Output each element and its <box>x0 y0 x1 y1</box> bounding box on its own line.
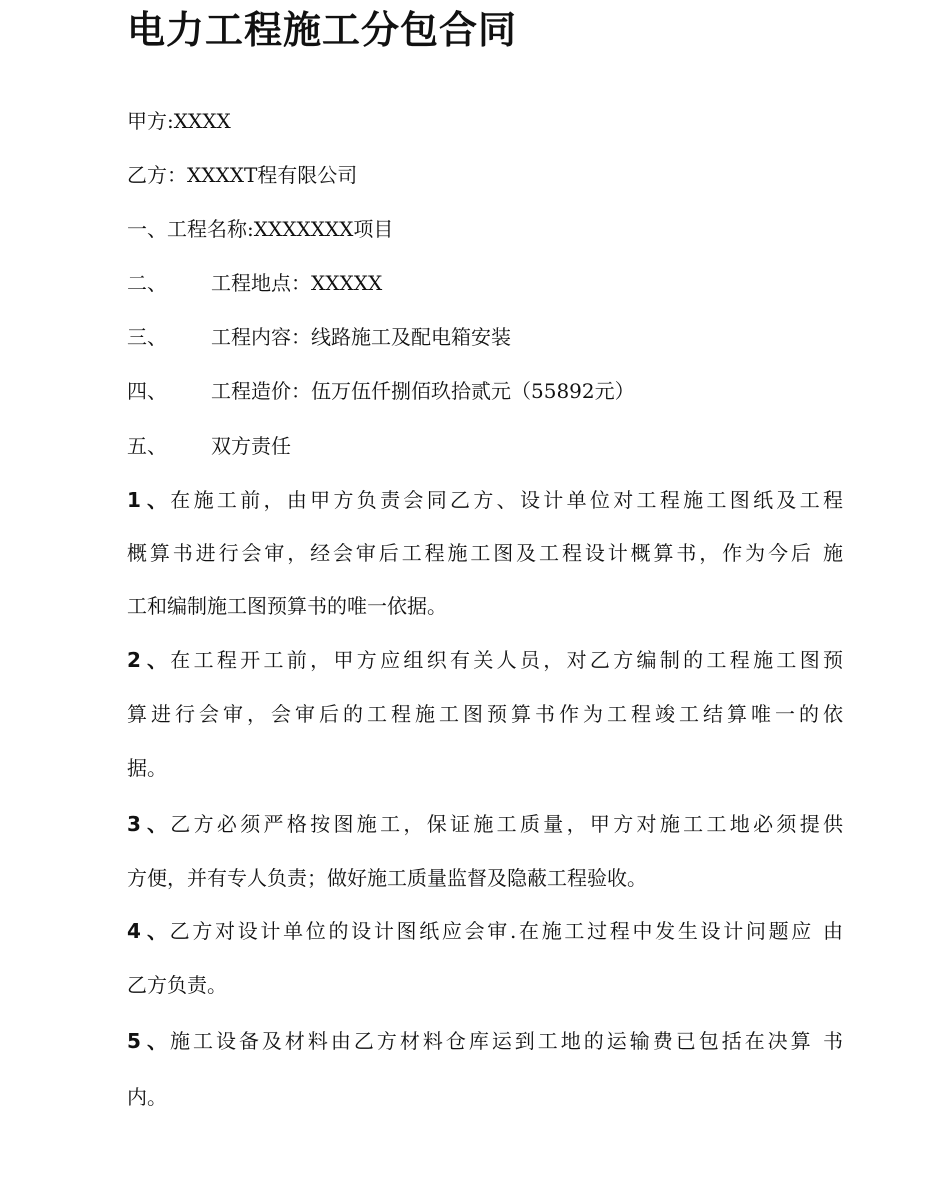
clause-text: 在工程开工前，甲方应组织有关人员，对乙方编制的工程施工图预 <box>167 648 843 672</box>
clause-5-line-1 <box>127 1026 843 1056</box>
clause-2-line-3: 据。 <box>127 756 167 780</box>
item-text: 工程地点：XXXXX <box>211 271 383 295</box>
clause-number: 1、 <box>127 488 167 512</box>
item-text: 工程造价：伍万伍仟捌佰玖拾贰元（55892元） <box>211 379 635 403</box>
clause-text: 乙方对设计单位的设计图纸应会审.在施工过程中发生设计问题应 由 <box>167 919 843 943</box>
clause-number: 4、 <box>127 919 167 943</box>
item-number: 三、 <box>127 325 167 349</box>
item-text: 双方责任 <box>211 434 291 458</box>
clause-2-line-2: 算进行会审，会审后的工程施工图预算书作为工程竣工结算唯一的依 <box>127 702 843 726</box>
item-text: 工程名称:XXXXXXX项目 <box>167 217 394 241</box>
clause-text: 乙方必须严格按图施工，保证施工质量，甲方对施工工地必须提供 <box>167 812 843 836</box>
contract-page <box>127 0 843 1192</box>
clause-number: 3、 <box>127 812 167 836</box>
item-project-location <box>127 268 382 298</box>
party-a-line: 甲方:XXXX <box>127 109 231 133</box>
clause-4-line-2: 乙方负责。 <box>127 973 227 997</box>
clause-1-line-2: 概算书进行会审，经会审后工程施工图及工程设计概算书，作为今后 施 <box>127 541 843 565</box>
clause-2-line-1 <box>127 645 843 675</box>
clause-3-line-1 <box>127 809 843 839</box>
party-b-line: 乙方：XXXXT程有限公司 <box>127 163 358 187</box>
clause-number: 5、 <box>127 1029 167 1053</box>
clause-text: 施工设备及材料由乙方材料仓库运到工地的运输费已包括在决算 书 <box>167 1029 843 1053</box>
item-number: 一、 <box>127 217 167 241</box>
item-number: 二、 <box>127 271 167 295</box>
clause-number: 2、 <box>127 648 167 672</box>
item-project-content <box>127 322 511 352</box>
clause-text: 在施工前，由甲方负责会同乙方、设计单位对工程施工图纸及工程 <box>167 488 843 512</box>
item-project-cost <box>127 376 635 406</box>
clause-3-line-2: 方便，并有专人负责；做好施工质量监督及隐蔽工程验收。 <box>127 866 647 890</box>
item-text: 工程内容：线路施工及配电箱安装 <box>211 325 511 349</box>
clause-1-line-1 <box>127 485 843 515</box>
clause-1-line-3: 工和编制施工图预算书的唯一依据。 <box>127 594 447 618</box>
clause-4-line-1 <box>127 916 843 946</box>
item-number: 四、 <box>127 379 167 403</box>
item-responsibilities <box>127 431 291 461</box>
item-project-name <box>127 214 393 244</box>
clause-5-line-2: 内。 <box>127 1085 167 1109</box>
item-number: 五、 <box>127 434 167 458</box>
document-title: 电力工程施工分包合同 <box>127 8 518 52</box>
